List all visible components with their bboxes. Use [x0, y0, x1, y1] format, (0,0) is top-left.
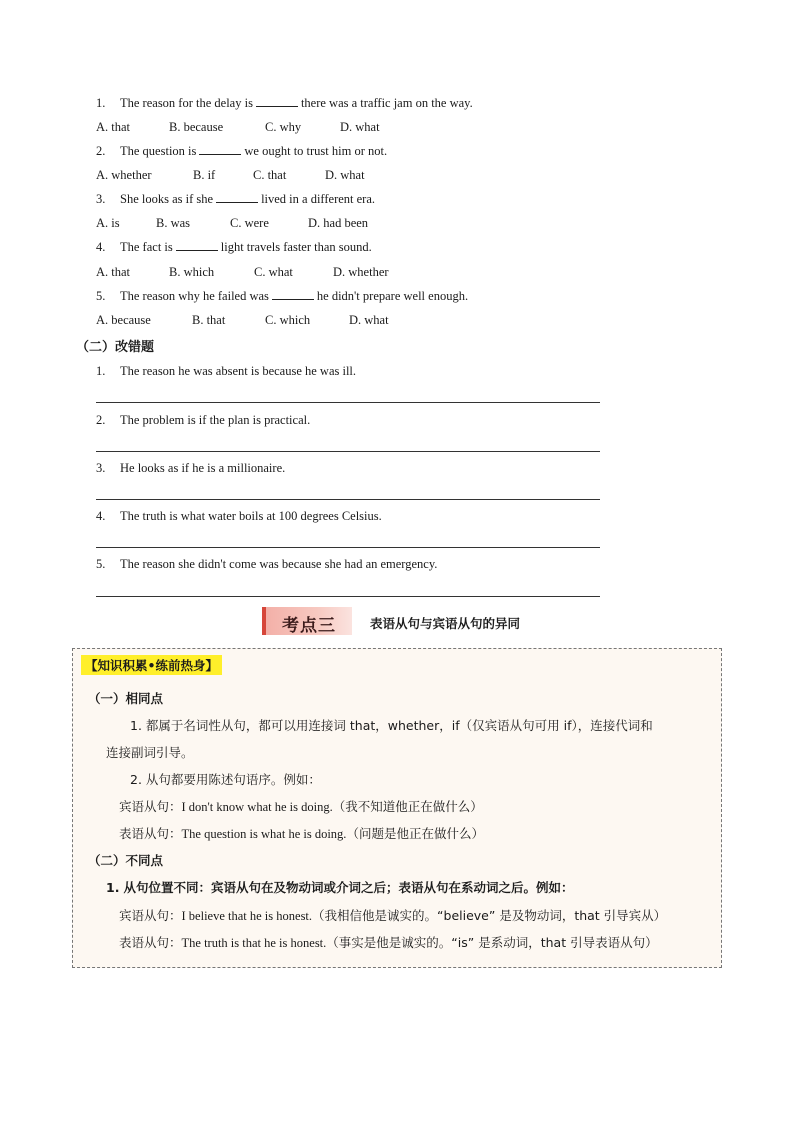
section-badge [262, 607, 352, 635]
mc-options-2: A. whether B. if C. that D. what [96, 168, 365, 182]
correction-heading: （二）改错题 [76, 340, 155, 355]
differences-heading: （二）不同点 [88, 853, 164, 868]
correction-item-3: 3. He looks as if he is a millionaire. [96, 461, 286, 475]
example-object-clause: 宾语从句：I don't know what he is doing.（我不知道他正在做什么） [119, 799, 483, 814]
similarity-1: 1. 都属于名词性从句，都可以用连接词 that，whether，if（仅宾语从句可用 if），连接代词和 [130, 718, 653, 733]
mc-question-4: 4. The fact is light travels faster than sound. [96, 240, 372, 254]
correction-item-5: 5. The reason she didn't come was because she had an emergency. [96, 557, 438, 571]
correction-item-2: 2. The problem is if the plan is practical. [96, 413, 311, 427]
knowledge-tag: 【知识积累•练前热身】 [81, 655, 222, 675]
example-predicative-clause-2: 表语从句：The truth is that he is honest.（事实是他是诚实的。“is” 是系动词，that 引导表语从句） [119, 935, 658, 950]
correction-item-1: 1. The reason he was absent is because he was ill. [96, 364, 357, 378]
answer-blank [256, 95, 298, 107]
answer-blank [216, 191, 258, 203]
mc-question-1: 1. The reason for the delay is there was a traffic jam on the way. [96, 96, 473, 110]
mc-options-1: A. that B. because C. why D. what [96, 120, 380, 134]
answer-line-5[interactable] [96, 596, 600, 597]
answer-line-2[interactable] [96, 451, 600, 452]
mc-options-3: A. is B. was C. were D. had been [96, 216, 369, 230]
mc-question-2: 2. The question is we ought to trust him or not. [96, 144, 388, 158]
mc-question-5: 5. The reason why he failed was he didn't prepare well enough. [96, 289, 469, 303]
answer-blank [176, 239, 218, 251]
section-title: 表语从句与宾语从句的异同 [370, 616, 521, 631]
answer-line-3[interactable] [96, 499, 600, 500]
similarity-1-cont: 连接副词引导。 [106, 745, 194, 760]
example-predicative-clause: 表语从句：The question is what he is doing.（问题是他正在做什么） [119, 826, 484, 841]
answer-blank [199, 143, 241, 155]
correction-item-4: 4. The truth is what water boils at 100 degrees Celsius. [96, 509, 382, 523]
answer-line-1[interactable] [96, 402, 600, 403]
section-badge-label: 考点三 [282, 616, 336, 636]
difference-1: 1. 从句位置不同：宾语从句在及物动词或介词之后；表语从句在系动词之后。例如： [106, 880, 574, 895]
similarities-heading: （一）相同点 [88, 691, 164, 706]
mc-options-4: A. that B. which C. what D. whether [96, 265, 389, 279]
mc-question-3: 3. She looks as if she lived in a different era. [96, 192, 376, 206]
example-object-clause-2: 宾语从句：I believe that he is honest.（我相信他是诚实的。“believe” 是及物动词，that 引导宾从） [119, 908, 667, 923]
similarity-2: 2. 从句都要用陈述句语序。例如： [130, 772, 321, 787]
answer-blank [272, 288, 314, 300]
mc-options-5: A. because B. that C. which D. what [96, 313, 389, 327]
answer-line-4[interactable] [96, 547, 600, 548]
